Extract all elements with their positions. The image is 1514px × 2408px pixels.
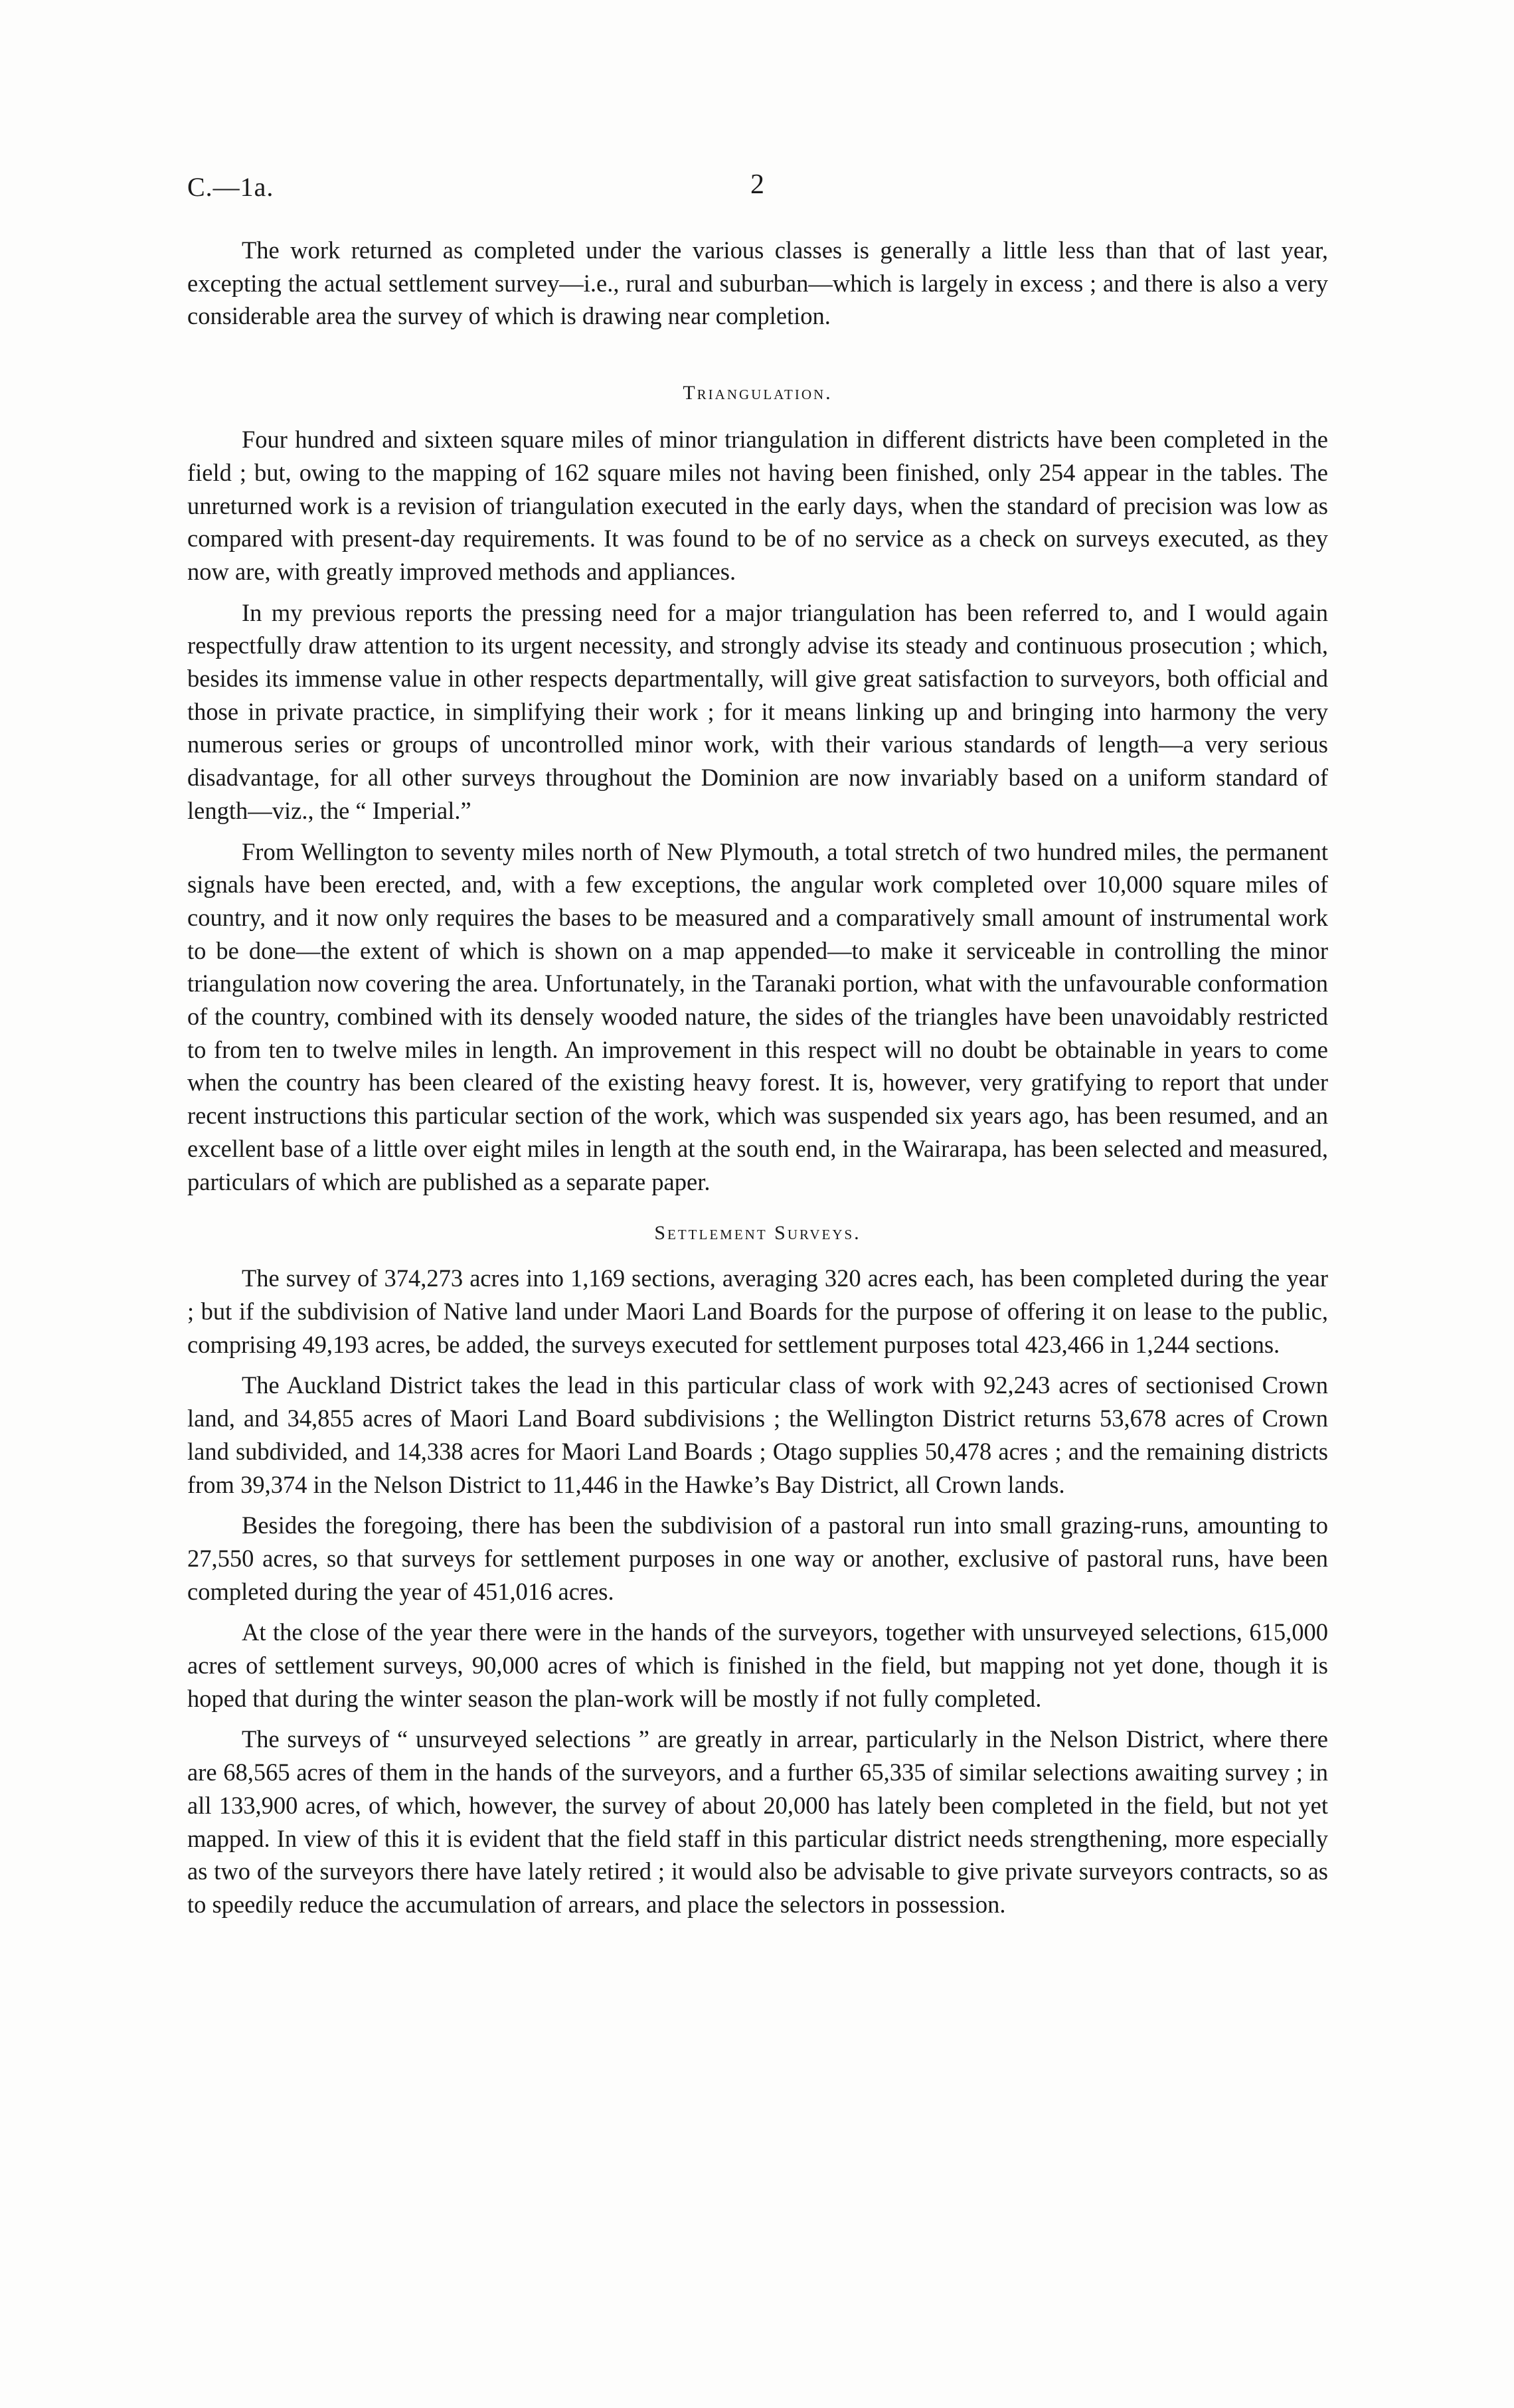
page-number: 2 [750,169,764,200]
paragraph: From Wellington to seventy miles north of New Plymouth, a total stretch of two hundred miles, the permanent signals have been erected, and, with a few exceptions, the angular work completed over 10,000 square miles of country, and it now only requires the bases to be measured and a comparatively small amount of instrumental work to be done—the extent of which is shown on a map appended—to make it serviceable in controlling the minor triangulation now covering the area. Unfortunately, in the Taranaki portion, what with the unfavourable conformation of the country, combined with its densely wooded nature, the sides of the triangles have been unavoidably restricted to from ten to twelve miles in length. An improvement in this respect will no doubt be obtainable in years to come when the country has been cleared of the existing heavy forest. It is, however, very gratifying to report that under recent instructions this particular section of the work, which was suspended six years ago, has been resumed, and an excellent base of a little over eight miles in length at the south end, in the Wairarapa, has been selected and measured, particulars of which are published as a separate paper. [187,837,1328,1195]
paragraph: Besides the foregoing, there has been the subdivision of a pastoral run into small grazing-runs, amounting to 27,550 acres, so that surveys for settlement purposes in one way or another, exclusive of pastoral runs, have been completed during the year of 451,016 acres. [187,1511,1328,1605]
intro-paragraph: The work returned as completed under the various classes is generally a little less than that of last year, excepting the actual settlement survey—i.e., rural and suburban—which is largely in excess ; and there is also a very considerable area the survey of which is drawing near completion. [187,236,1328,330]
document-code: C.—1a. [187,172,274,202]
paragraph: At the close of the year there were in the hands of the surveyors, together with unsurveyed selections, 615,000 acres of settlement surveys, 90,000 acres of which is finished in the field, but mapping not yet done, though it is hoped that during the winter season the plan-work will be mostly if not fully completed. [187,1618,1328,1712]
paragraph: The Auckland District takes the lead in this particular class of work with 92,243 acres of sectionised Crown land, and 34,855 acres of Maori Land Board subdivisions ; the Wellington District returns 53,678 acres of Crown land subdivided, and 14,338 acres for Maori Land Boards ; Otago supplies 50,478 acres ; and the remaining districts from 39,374 in the Nelson District to 11,446 in the Hawke’s Bay District, all Crown lands. [187,1371,1328,1498]
body-text [187,234,1328,1929]
paragraph: In my previous reports the pressing need for a major triangulation has been referred to, and I would again respectfully draw attention to its urgent necessity, and strongly advise its steady and continuous prosecution ; which, besides its immense value in other respects departmentally, will give great satisfaction to surveyors, both official and those in private practice, in simplifying their work ; for it means linking up and bringing into harmony the very numerous series or groups of uncontrolled minor work, with their various standards of length—a very serious disadvantage, for all other surveys throughout the Dominion are now invariably based on a uniform standard of length—viz., the “ Imperial.” [187,598,1328,824]
paragraph: Four hundred and sixteen square miles of minor triangulation in different districts have been completed in the field ; but, owing to the mapping of 162 square miles not having been finished, only 254 appear in the tables. The unreturned work is a revision of triangulation executed in the early days, when the standard of precision was low as compared with present-day requirements. It was found to be of no service as a check on surveys executed, as they now are, with greatly improved methods and appliances. [187,426,1328,585]
paragraph: The surveys of “ unsurveyed selections ” are greatly in arrear, particularly in the Nelson District, where there are 68,565 acres of them in the hands of the surveyors, and a further 65,335 of similar selections awaiting survey ; in all 133,900 acres, of which, however, the survey of about 20,000 has lately been completed in the field, but not yet mapped. In view of this it is evident that the field staff in this particular district needs strengthening, more especially as two of the surveyors there have lately retired ; it would also be advisable to give private surveyors contracts, so as to speedily reduce the accumulation of arrears, and place the selectors in possession. [187,1725,1328,1918]
paragraph: The survey of 374,273 acres into 1,169 sections, averaging 320 acres each, has been completed during the year ; but if the subdivision of Native land under Maori Land Boards for the purpose of offering it on lease to the public, comprising 49,193 acres, be added, the surveys executed for settlement purposes total 423,466 in 1,244 sections. [187,1264,1328,1358]
section-heading-triangulation: Triangulation. [683,382,833,404]
section-heading-settlement-surveys: Settlement Surveys. [654,1222,861,1245]
page-header [187,171,1329,211]
